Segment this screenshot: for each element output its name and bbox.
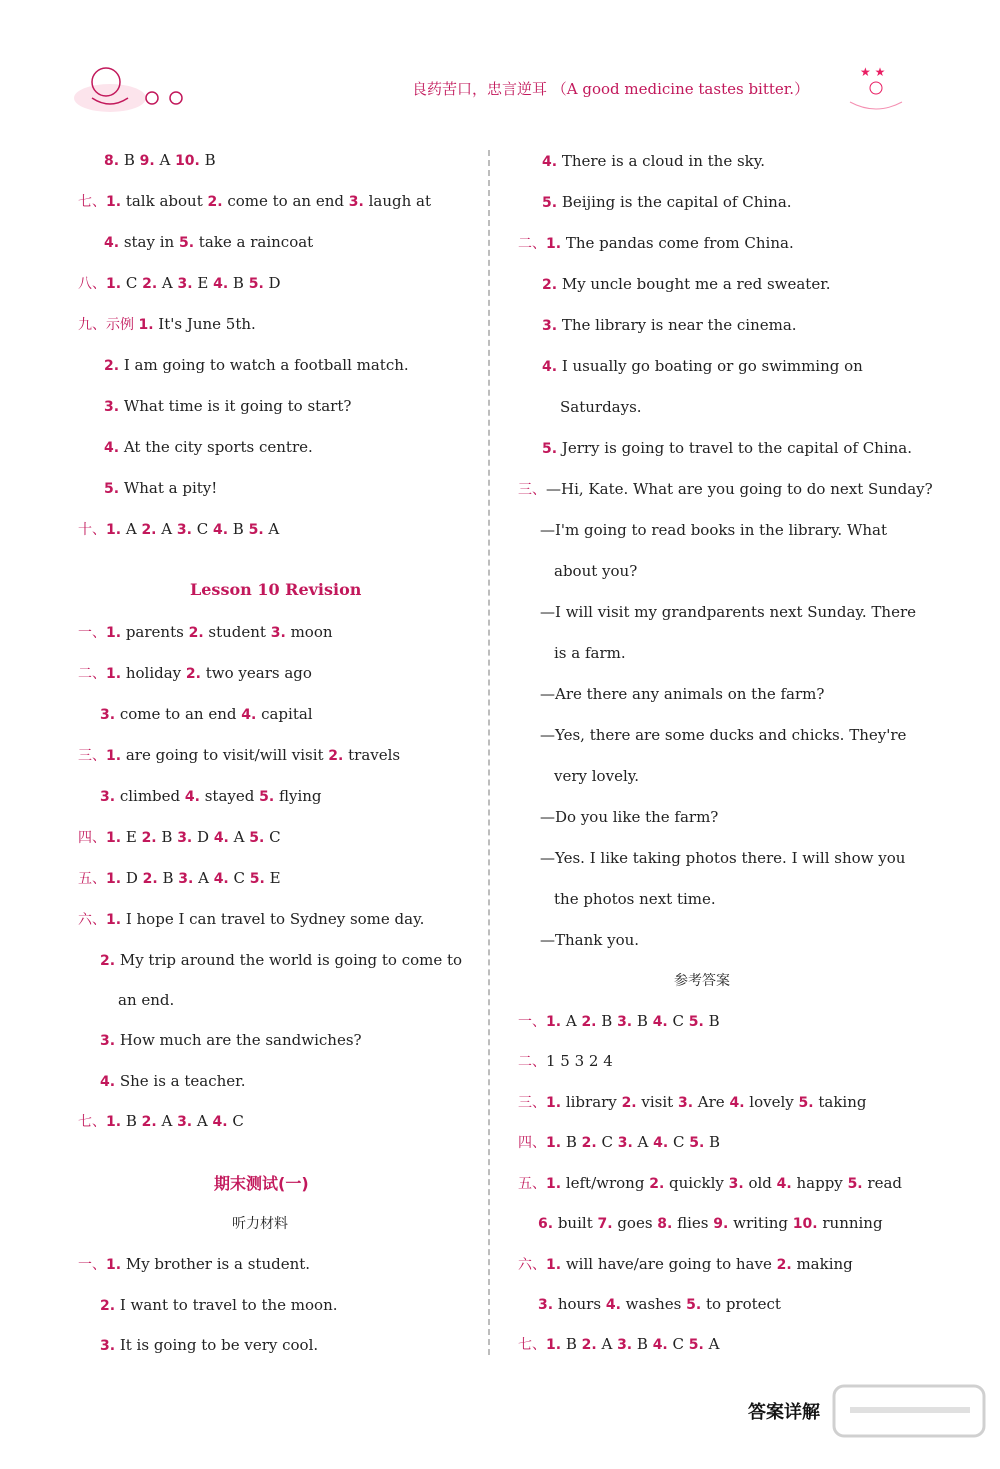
item-number: 9. [713,1216,729,1232]
answer-text: will have/are going to have [561,1255,777,1273]
answer-line [540,520,887,540]
answer-text: A [193,869,214,887]
answer-line [518,479,933,500]
answer-line [100,950,462,971]
answer-text: —I will visit my grandparents next Sunday. There [540,603,916,621]
answer-text: are going to visit/will visit [121,746,329,764]
section-number: 七、 [78,194,106,210]
answer-line [100,1071,245,1092]
section-number: 二、 [78,666,106,682]
answer-text: flying [274,787,322,805]
answer-text: very lovely. [554,767,639,785]
item-number: 3. [177,830,193,846]
item-number: 1. [546,1337,562,1353]
answer-line [540,602,916,622]
answer-text: What a pity! [119,479,218,497]
answer-line [542,356,863,377]
item-number: 4. [212,1114,228,1130]
answer-line [104,232,313,253]
answer-text: B [228,274,249,292]
item-number: 5. [249,871,265,887]
answer-text: B [561,1335,582,1353]
item-number: 3. [728,1176,744,1192]
item-number: 1. [546,1095,562,1111]
item-number: 4. [241,707,257,723]
answer-text: A [192,1112,213,1130]
answer-text: B [632,1335,653,1353]
lesson-10-heading: Lesson 10 Revision [190,580,362,599]
item-number: 1. [106,912,122,928]
item-number: 2. [104,358,120,374]
answer-text: two years ago [200,664,312,682]
answer-text: Jerry is going to travel to the capital of China. [557,439,913,457]
answer-line [104,396,351,417]
section-number: 四、 [518,1135,546,1151]
item-number: 5. [259,789,275,805]
answer-line [518,1334,719,1355]
answer-text: C [228,869,250,887]
answer-text: —Hi, Kate. What are you going to do next Sunday? [546,480,933,498]
answer-text: an end. [118,991,175,1009]
answer-text: B [561,1133,582,1151]
item-number: 7. [597,1216,613,1232]
item-number: 2. [141,1114,157,1130]
item-number: 1. [106,1257,122,1273]
item-number: 1. [106,194,122,210]
svg-text:★ ★: ★ ★ [860,65,886,79]
answer-line [540,684,824,704]
item-number: 2. [188,625,204,641]
item-number: 10. [792,1216,818,1232]
item-number: 1. [546,236,562,252]
final-exam-heading: 期末测试(一) [214,1174,309,1193]
answer-text: old [743,1174,777,1192]
answer-line [78,909,424,930]
answer-text: B [228,520,249,538]
answer-line [518,233,794,254]
column-divider [488,150,490,1355]
page-header [0,0,1000,130]
item-number: 2. [621,1095,637,1111]
footer-label: 答案详解 [748,1402,820,1423]
answer-text: hours [553,1295,606,1313]
item-number: 3. [100,1338,116,1354]
item-number: 2. [581,1014,597,1030]
answer-text: take a raincoat [194,233,314,251]
answer-line [78,868,281,889]
answer-text: read [862,1174,902,1192]
answer-line [518,1011,720,1032]
item-number: 4. [212,522,229,538]
item-number: 5. [104,481,120,497]
answer-text: I am going to watch a football match. [119,356,409,374]
answer-text: taking [813,1093,867,1111]
item-number: 3. [100,707,116,723]
answer-line [78,663,312,684]
answer-text: A [596,1335,618,1353]
answer-line [100,1335,318,1356]
answer-text: washes [620,1295,687,1313]
section-number: 二、 [518,236,546,252]
answer-text: My brother is a student. [121,1255,311,1273]
answer-text: come to an end [222,192,349,210]
answer-text: B [632,1012,653,1030]
answer-line [78,519,279,540]
answer-text: The library is near the cinema. [557,316,797,334]
item-number: 1. [546,1257,562,1273]
answer-text: A [561,1012,582,1030]
item-number: 1. [106,276,122,292]
answer-line [560,397,642,417]
answer-text: D [263,274,281,292]
answer-line [540,807,718,827]
item-number: 5. [686,1297,702,1313]
answer-text: A [154,151,176,169]
answer-line [542,274,831,295]
section-number: 五、 [78,871,106,887]
answer-text: Are [693,1093,730,1111]
item-number: 10. [175,153,200,169]
answer-text: —Yes. I like taking photos there. I will show you [540,849,906,867]
answer-line [100,704,313,725]
answer-text: C [264,828,281,846]
answer-text: —Do you like the farm? [540,808,719,826]
item-number: 2. [141,522,157,538]
answer-line [554,766,639,786]
answer-text: D [192,828,214,846]
item-number: 9. [139,153,155,169]
item-number: 4. [104,440,120,456]
item-number: 2. [207,194,223,210]
answer-text: The pandas come from China. [561,234,794,252]
answer-text: It is going to be very cool. [115,1336,319,1354]
answer-text: E [121,828,142,846]
answer-text: happy [791,1174,848,1192]
answer-line [100,1295,338,1316]
answer-text: B [121,1112,142,1130]
answer-text: A [228,828,250,846]
answer-line [78,622,333,643]
answer-text: E [192,274,214,292]
answer-text: making [791,1255,853,1273]
answer-line [540,930,639,950]
answer-text: C [191,520,213,538]
answer-text: It's June 5th. [153,315,256,333]
answer-text: 1 5 3 2 4 [546,1052,613,1070]
answer-line [542,151,765,172]
answer-text: about you? [554,562,638,580]
item-number: 1. [106,871,122,887]
answer-text: —Thank you. [540,931,640,949]
item-number: 5. [178,235,195,251]
answer-line [518,1092,866,1113]
item-number: 4. [542,359,558,375]
answer-text: C [667,1335,689,1353]
answer-text: left/wrong [561,1174,650,1192]
item-number: 3. [348,194,364,210]
answer-text: C [227,1112,244,1130]
item-number: 4. [776,1176,792,1192]
item-number: 2. [142,276,158,292]
answer-text: B [199,151,216,169]
answer-text: A [632,1133,654,1151]
answer-line [540,725,906,745]
answer-text: Beijing is the capital of China. [557,193,792,211]
answer-text: E [264,869,281,887]
answer-text: talk about [121,192,208,210]
answer-text: lovely [744,1093,799,1111]
item-number: 3. [178,871,194,887]
item-number: 2. [581,1135,597,1151]
section-number: 七、 [78,1114,106,1130]
item-number: 2. [100,1298,116,1314]
answer-text: A [156,1112,178,1130]
item-number: 3. [617,1014,633,1030]
item-number: 5. [688,1014,704,1030]
answer-text: A [157,274,178,292]
section-number: 八、 [78,276,106,292]
answer-text: She is a teacher. [115,1072,246,1090]
item-number: 3. [677,1095,694,1111]
item-number: 4. [100,1074,116,1090]
item-number: 1. [138,317,154,333]
section-number: 七、 [518,1337,546,1353]
answer-text: I usually go boating or go swimming on [557,357,863,375]
item-number: 5. [798,1095,814,1111]
answer-text: stay in [119,233,179,251]
answer-text: goes [612,1214,658,1232]
answer-text: travels [343,746,401,764]
item-number: 4. [653,1135,669,1151]
answer-text: C [668,1133,690,1151]
answer-text: I hope I can travel to Sydney some day. [121,910,425,928]
answer-line [542,315,797,336]
answer-text: student [203,623,271,641]
answer-line [104,437,313,458]
answer-text: flies [672,1214,714,1232]
cartoon-logo-icon [70,58,210,118]
answer-text: C [667,1012,689,1030]
item-number: 5. [688,1337,704,1353]
answer-text: —Yes, there are some ducks and chicks. They're [540,726,907,744]
answer-text: A [263,520,280,538]
item-number: 3. [542,318,558,334]
item-number: 1. [106,666,122,682]
answer-line [518,1173,902,1194]
item-number: 1. [106,522,122,538]
item-number: 3. [100,1033,116,1049]
answer-text: D [121,869,143,887]
answer-text: B [119,151,140,169]
item-number: 3. [270,625,286,641]
answer-line [104,355,409,376]
answer-line [538,1294,781,1315]
answer-line [542,192,792,213]
answer-line [554,561,637,581]
answer-text: B [156,828,178,846]
answer-text: A [121,520,142,538]
item-number: 4. [213,871,229,887]
answer-text: library [561,1093,622,1111]
answer-text: holiday [121,664,186,682]
answer-text: visit [636,1093,678,1111]
item-number: 4. [213,276,229,292]
decorative-stars-icon [840,58,920,118]
item-number: 8. [657,1216,673,1232]
answer-text: B [704,1133,721,1151]
item-number: 2. [100,953,116,969]
answer-line [554,643,626,663]
answer-line [518,1254,853,1275]
item-number: 5. [249,830,265,846]
section-number: 三、 [518,482,546,498]
answer-text: come to an end [115,705,242,723]
item-number: 8. [104,153,120,169]
item-number: 1. [546,1014,562,1030]
section-number: 一、 [78,625,106,641]
answer-text: What time is it going to start? [119,397,352,415]
item-number: 5. [689,1135,705,1151]
answer-text: climbed [115,787,185,805]
section-number: 九、示例 [78,317,139,333]
answer-text: parents [121,623,189,641]
item-number: 3. [100,789,116,805]
item-number: 1. [106,748,122,764]
answer-text: Saturdays. [560,398,642,416]
item-number: 3. [176,522,192,538]
answer-text: My uncle bought me a red sweater. [557,275,831,293]
item-number: 5. [248,522,264,538]
answer-line [542,438,912,459]
section-number: 六、 [78,912,106,928]
answer-text: —I'm going to read books in the library. What [540,521,888,539]
answer-text: A [156,520,177,538]
watermark-logo-icon [830,1380,990,1460]
answer-line [518,1051,613,1072]
answer-line [538,1213,883,1234]
item-number: 5. [248,276,264,292]
answer-text: At the city sports centre. [119,438,313,456]
answer-line [104,478,217,499]
item-number: 5. [542,195,558,211]
item-number: 2. [581,1337,597,1353]
item-number: 1. [106,1114,122,1130]
item-number: 2. [141,830,157,846]
answer-line [78,314,256,335]
item-number: 1. [106,830,122,846]
item-number: 4. [729,1095,745,1111]
item-number: 2. [328,748,344,764]
item-number: 1. [546,1135,562,1151]
answer-text: capital [256,705,313,723]
answer-text: I want to travel to the moon. [115,1296,338,1314]
item-number: 5. [847,1176,863,1192]
answer-text: writing [728,1214,793,1232]
answer-line [78,827,281,848]
answer-text: B [596,1012,618,1030]
answer-line [100,1030,362,1051]
answer-text: C [121,274,143,292]
section-number: 三、 [518,1095,546,1111]
section-number: 四、 [78,830,106,846]
item-number: 3. [617,1337,633,1353]
answer-line [78,273,281,294]
answer-line [78,191,431,212]
section-number: 三、 [78,748,106,764]
item-number: 4. [213,830,229,846]
listening-material-heading: 听力材料 [232,1216,288,1232]
item-number: 4. [542,154,558,170]
item-number: 6. [538,1216,554,1232]
item-number: 3. [177,276,193,292]
item-number: 4. [104,235,120,251]
section-number: 一、 [518,1014,546,1030]
item-number: 3. [617,1135,633,1151]
answer-line [554,889,716,909]
item-number: 2. [649,1176,665,1192]
answer-text: quickly [664,1174,729,1192]
answer-text: stayed [199,787,260,805]
answer-text: moon [285,623,333,641]
answer-text: My trip around the world is going to come to [115,951,463,969]
answer-text: running [817,1214,883,1232]
item-number: 2. [542,277,558,293]
answer-text: B [703,1012,720,1030]
answer-text: to protect [701,1295,781,1313]
answer-text: laugh at [363,192,431,210]
answer-line [100,786,322,807]
item-number: 1. [546,1176,562,1192]
item-number: 3. [177,1114,193,1130]
item-number: 4. [184,789,200,805]
answer-text: How much are the sandwiches? [115,1031,362,1049]
answer-line [518,1132,720,1153]
answer-text: —Are there any animals on the farm? [540,685,825,703]
item-number: 4. [652,1014,668,1030]
item-number: 3. [538,1297,554,1313]
answer-text: There is a cloud in the sky. [557,152,766,170]
section-number: 十、 [78,522,106,538]
answer-text: is a farm. [554,644,626,662]
item-number: 3. [104,399,120,415]
answer-line [118,990,174,1010]
answer-line [78,1111,244,1132]
section-number: 五、 [518,1176,546,1192]
section-number: 六、 [518,1257,546,1273]
answer-line [78,1254,310,1275]
item-number: 1. [106,625,122,641]
answer-text: C [596,1133,618,1151]
item-number: 2. [142,871,158,887]
answer-text: the photos next time. [554,890,716,908]
answer-line [540,848,905,868]
section-number: 二、 [518,1054,546,1070]
item-number: 5. [542,441,558,457]
item-number: 2. [776,1257,792,1273]
item-number: 4. [605,1297,621,1313]
answer-text: A [703,1335,720,1353]
answers-heading: 参考答案 [674,973,730,989]
answer-line [104,150,216,171]
header-motto: 良药苦口，忠言逆耳 （A good medicine tastes bitter.） [412,80,810,98]
item-number: 2. [185,666,201,682]
answer-line [78,745,400,766]
answer-text: B [157,869,179,887]
item-number: 4. [652,1337,668,1353]
answer-text: built [553,1214,598,1232]
section-number: 一、 [78,1257,106,1273]
